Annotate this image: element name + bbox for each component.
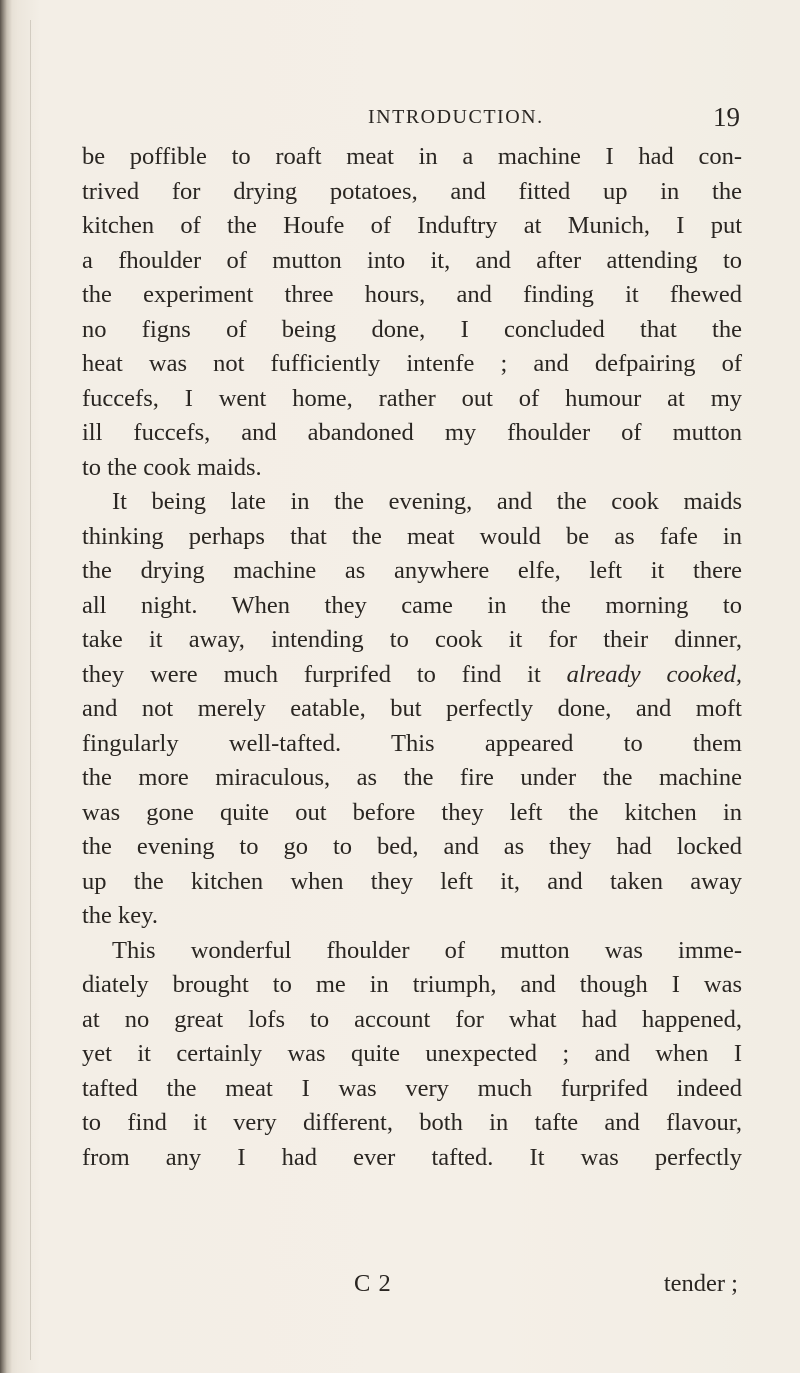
text-line: the evening to go to bed, and as they had locked [82,833,742,860]
text-line: trived for drying potatoes, and fitted up in the [82,177,742,205]
page-footer [82,1270,742,1304]
text-line: from any I had ever tafted. It was perfectly [82,1143,742,1171]
signature-mark: C 2 [354,1270,392,1297]
text-line: take it away, intending to cook it for their dinner, [82,626,742,653]
text-line: all night. When they came in the morning to [82,591,742,619]
text-line: to find it very different, both in tafte and flavour, [82,1109,742,1136]
catchword: tender ; [663,1270,738,1297]
text-line: heat was not fufficiently intenfe ; and defpairing of [82,350,742,377]
binding-edge [0,0,12,1373]
body-text [82,140,742,1175]
text-line: yet it certainly was quite unexpected ; and when I [82,1040,742,1067]
text-line: be poffible to roaft meat in a machine I had con- [82,143,742,170]
text-line: fingularly well-tafted. This appeared to them [82,729,742,757]
text-segment: they were much furprifed to find it [82,660,567,688]
page-header [82,102,742,136]
text-line: the experiment three hours, and finding it fhewed [82,281,742,308]
page-number: 19 [713,102,740,132]
text-line: the key. [82,902,158,929]
text-line-mixed [82,658,742,693]
text-line: a fhoulder of mutton into it, and after attending to [82,246,742,274]
italic-phrase: already cooked, [566,660,742,688]
text-line: This wonderful fhoulder of mutton was imme- [112,936,742,964]
text-line: at no great lofs to account for what had happened, [82,1005,742,1033]
text-line: tafted the meat I was very much furprifed indeed [82,1074,742,1102]
running-head: INTRODUCTION. [368,106,544,128]
text-line: ill fuccefs, and abandoned my fhoulder of mutton [82,419,742,446]
text-line: fuccefs, I went home, rather out of humour at my [82,384,742,412]
text-line: and not merely eatable, but perfectly done, and moft [82,695,742,722]
text-line: kitchen of the Houfe of Induftry at Munich, I put [82,212,742,239]
text-line: no figns of being done, I concluded that the [82,315,742,343]
text-line: the more miraculous, as the fire under the machine [82,764,742,791]
text-line: was gone quite out before they left the kitchen in [82,798,742,826]
text-line: up the kitchen when they left it, and taken away [82,867,742,895]
text-line: It being late in the evening, and the cook maids [112,488,742,515]
text-line: the drying machine as anywhere elfe, left it there [82,557,742,584]
gutter-shadow [30,20,31,1360]
text-line: to the cook maids. [82,453,262,481]
text-line: diately brought to me in triumph, and though I was [82,971,742,998]
text-line: thinking perhaps that the meat would be as fafe in [82,522,742,550]
